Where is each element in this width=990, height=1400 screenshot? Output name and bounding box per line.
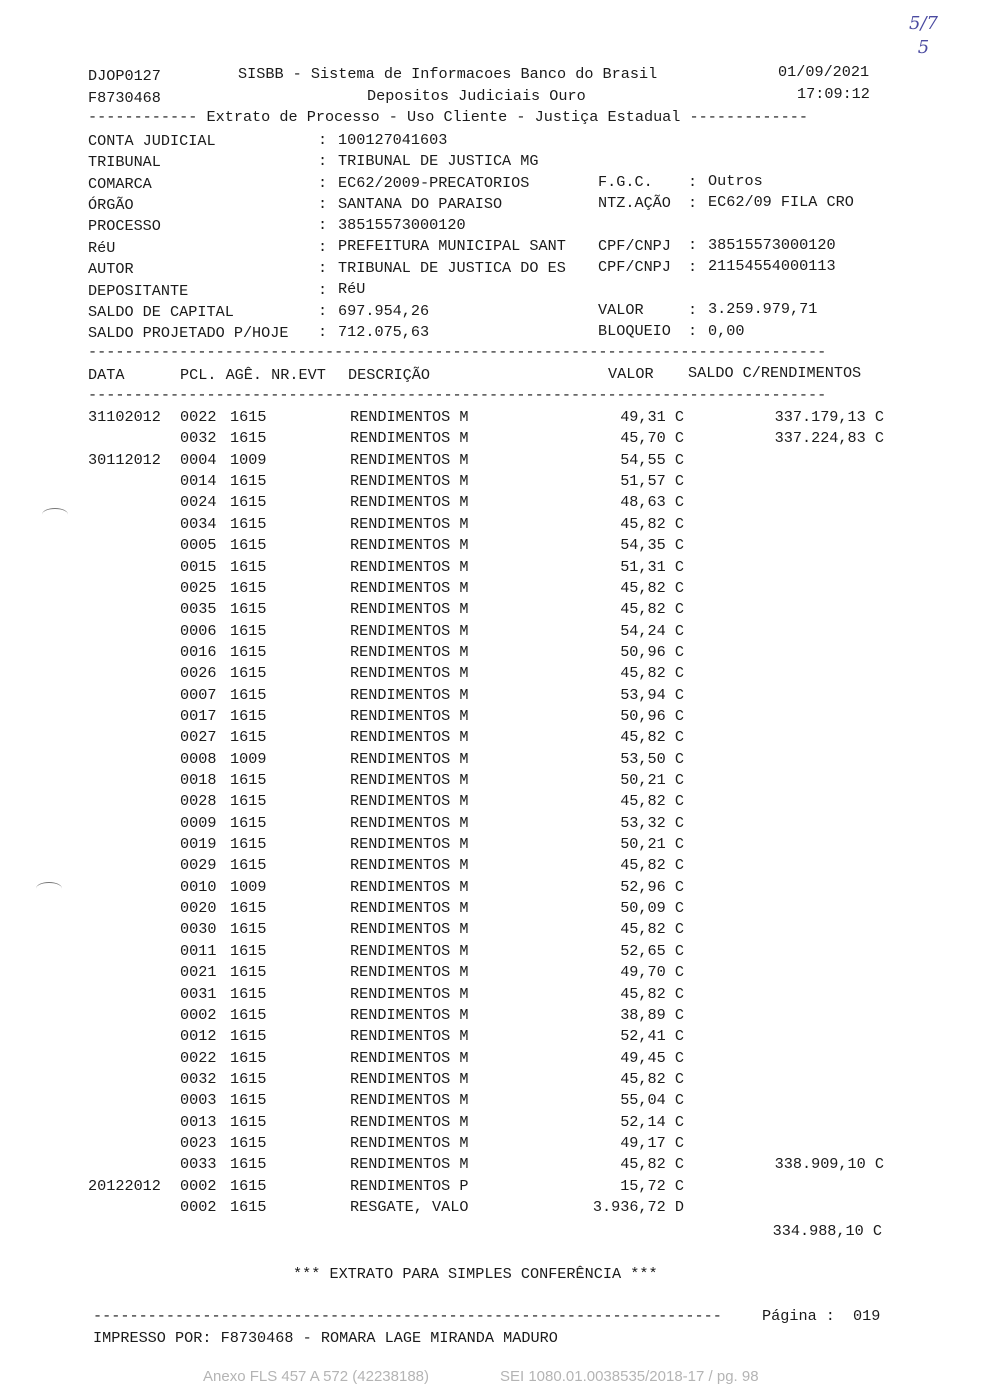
bloqueio-value: 0,00 [708, 322, 745, 340]
row-date: 31102012 [88, 408, 161, 426]
row-agency: 1615 [230, 536, 267, 555]
row-value: 50,21 C [620, 771, 684, 789]
autor-cnpj-label: CPF/CNPJ [598, 258, 671, 276]
report-subtitle: Depositos Judiciais Ouro [367, 87, 586, 105]
row-agency: 1615 [230, 429, 267, 448]
row-value: 54,24 C [620, 621, 684, 640]
row-value: 50,96 C [620, 642, 684, 661]
row-description: RENDIMENTOS M [350, 792, 469, 811]
row-agency: 1615 [230, 856, 267, 875]
row-description: RENDIMENTOS M [350, 408, 469, 426]
row-pcl: 0007 [180, 685, 217, 704]
report-code: DJOP0127 [88, 67, 161, 85]
row-value: 45,82 C [620, 1155, 684, 1174]
saldo-projetado-value: 712.075,63 [338, 323, 430, 341]
row-agency: 1009 [230, 450, 267, 469]
row-value: 45,82 C [620, 728, 684, 747]
row-description: RENDIMENTOS M [350, 920, 469, 939]
row-agency: 1615 [230, 1069, 267, 1088]
orgao-label: ÓRGÃO [88, 196, 134, 214]
sei-reference: SEI 1080.01.0038535/2018-17 / pg. 98 [500, 1368, 759, 1385]
table-row [88, 707, 888, 728]
row-pcl: 0035 [180, 600, 217, 619]
separator-line: --------------------------------------------------------------------------------- [88, 386, 827, 404]
table-row [88, 835, 888, 856]
table-row [88, 451, 888, 472]
system-title: SISBB - Sistema de Informacoes Banco do Brasil [238, 65, 658, 83]
table-row [88, 1134, 888, 1155]
conta-label: CONTA JUDICIAL [88, 132, 216, 150]
row-agency: 1615 [230, 1112, 267, 1131]
row-pcl: 0002 [180, 1198, 217, 1216]
row-agency: 1615 [230, 514, 267, 533]
row-value: 49,31 C [620, 408, 684, 426]
row-balance: 338.909,10 C [774, 1155, 884, 1174]
footer-separator: --------------------------------------------------------------------- [93, 1307, 722, 1325]
fgc-value: Outros [708, 172, 763, 190]
row-pcl: 0027 [180, 728, 217, 747]
row-pcl: 0017 [180, 706, 217, 725]
row-description: RENDIMENTOS P [350, 1176, 469, 1195]
row-agency: 1615 [230, 493, 267, 512]
col-header-pcl: PCL. AGÊ. NR.EVT [180, 366, 326, 384]
table-row [88, 536, 888, 557]
row-pcl: 0012 [180, 1027, 217, 1046]
col-header-valor: VALOR [608, 365, 654, 383]
row-description: RENDIMENTOS M [350, 706, 469, 725]
table-row [88, 1006, 888, 1027]
bloqueio-label: BLOQUEIO [598, 322, 671, 340]
row-description: RENDIMENTOS M [350, 536, 469, 555]
row-description: RENDIMENTOS M [350, 856, 469, 875]
col-header-saldo: SALDO C/RENDIMENTOS [688, 364, 862, 382]
processo-value: 38515573000120 [338, 216, 466, 234]
row-description: RENDIMENTOS M [350, 685, 469, 704]
row-value: 54,55 C [620, 450, 684, 469]
row-value: 49,17 C [620, 1133, 684, 1152]
report-time: 17:09:12 [797, 85, 870, 103]
row-description: RENDIMENTOS M [350, 493, 469, 512]
row-agency: 1009 [230, 877, 267, 896]
separator-line: --------------------------------------------------------------------------------- [88, 343, 827, 361]
row-balance: 337.224,83 C [774, 429, 884, 448]
conta-value: 100127041603 [338, 131, 448, 149]
row-value: 49,45 C [620, 1048, 684, 1067]
row-value: 51,57 C [620, 472, 684, 491]
row-description: RENDIMENTOS M [350, 1133, 469, 1152]
row-value: 48,63 C [620, 493, 684, 512]
depositante-label: DEPOSITANTE [88, 282, 189, 300]
row-description: RENDIMENTOS M [350, 664, 469, 683]
row-description: RENDIMENTOS M [350, 963, 469, 982]
tribunal-value: TRIBUNAL DE JUSTICA MG [338, 152, 539, 170]
row-pcl: 0003 [180, 1091, 217, 1110]
row-value: 54,35 C [620, 536, 684, 555]
row-value: 53,50 C [620, 749, 684, 768]
table-row [88, 1177, 888, 1198]
row-pcl: 0021 [180, 963, 217, 982]
row-description: RENDIMENTOS M [350, 813, 469, 832]
table-row [88, 899, 888, 920]
printed-by: IMPRESSO POR: F8730468 - ROMARA LAGE MIRANDA MADURO [93, 1329, 558, 1347]
row-pcl: 0002 [180, 1005, 217, 1024]
row-description: RENDIMENTOS M [350, 771, 469, 789]
row-pcl: 0011 [180, 941, 217, 960]
table-row [88, 1113, 888, 1134]
row-value: 45,82 C [620, 664, 684, 683]
table-row [88, 942, 888, 963]
table-row [88, 1027, 888, 1048]
row-agency: 1615 [230, 408, 267, 426]
row-pcl: 0032 [180, 1069, 217, 1088]
row-agency: 1615 [230, 920, 267, 939]
row-value: 45,82 C [620, 792, 684, 811]
annex-reference: Anexo FLS 457 A 572 (42238188) [203, 1368, 430, 1385]
ntz-label: NTZ.AÇÃO [598, 194, 671, 212]
row-pcl: 0034 [180, 514, 217, 533]
row-agency: 1615 [230, 835, 267, 853]
row-agency: 1615 [230, 899, 267, 917]
table-row [88, 664, 888, 685]
table-row [88, 1155, 888, 1176]
row-pcl: 0010 [180, 877, 217, 896]
row-pcl: 0002 [180, 1176, 217, 1195]
table-row [88, 750, 888, 771]
row-agency: 1615 [230, 1176, 267, 1195]
row-pcl: 0004 [180, 450, 217, 469]
reu-label: RéU [88, 239, 116, 257]
table-row [88, 643, 888, 664]
table-row [88, 920, 888, 941]
row-value: 45,70 C [620, 429, 684, 448]
row-date: 30112012 [88, 450, 161, 469]
row-pcl: 0019 [180, 835, 217, 853]
row-agency: 1615 [230, 578, 267, 597]
row-description: RENDIMENTOS M [350, 472, 469, 491]
table-row [88, 1091, 888, 1112]
table-row [88, 515, 888, 536]
row-pcl: 0008 [180, 749, 217, 768]
row-agency: 1009 [230, 749, 267, 768]
scan-mark [36, 882, 62, 895]
row-description: RENDIMENTOS M [350, 1069, 469, 1088]
table-row [88, 1070, 888, 1091]
row-agency: 1615 [230, 1133, 267, 1152]
table-row [88, 472, 888, 493]
conference-notice: *** EXTRATO PARA SIMPLES CONFERÊNCIA *** [293, 1265, 658, 1283]
row-pcl: 0006 [180, 621, 217, 640]
table-row [88, 963, 888, 984]
row-description: RENDIMENTOS M [350, 621, 469, 640]
col-header-desc: DESCRIÇÃO [348, 366, 431, 384]
row-agency: 1615 [230, 642, 267, 661]
row-agency: 1615 [230, 1155, 267, 1174]
user-code: F8730468 [88, 89, 161, 107]
row-agency: 1615 [230, 963, 267, 982]
row-pcl: 0030 [180, 920, 217, 939]
row-agency: 1615 [230, 557, 267, 576]
row-description: RENDIMENTOS M [350, 749, 469, 768]
table-row [88, 792, 888, 813]
reu-value: PREFEITURA MUNICIPAL SANT [338, 237, 566, 255]
autor-cnpj-value: 21154554000113 [708, 257, 836, 275]
row-description: RENDIMENTOS M [350, 941, 469, 960]
row-pcl: 0018 [180, 771, 217, 789]
row-description: RENDIMENTOS M [350, 600, 469, 619]
table-row [88, 771, 888, 792]
table-row [88, 856, 888, 877]
row-value: 49,70 C [620, 963, 684, 982]
row-value: 50,21 C [620, 835, 684, 853]
table-row [88, 408, 888, 429]
row-value: 45,82 C [620, 600, 684, 619]
table-row [88, 878, 888, 899]
row-agency: 1615 [230, 1005, 267, 1024]
ntz-value: EC62/09 FILA CRO [708, 193, 854, 211]
row-description: RENDIMENTOS M [350, 728, 469, 747]
row-pcl: 0031 [180, 984, 217, 1003]
autor-value: TRIBUNAL DE JUSTICA DO ES [338, 259, 566, 277]
row-value: 45,82 C [620, 856, 684, 875]
orgao-value: SANTANA DO PARAISO [338, 195, 503, 213]
row-description: RENDIMENTOS M [350, 1048, 469, 1067]
row-pcl: 0022 [180, 408, 217, 426]
row-description: RENDIMENTOS M [350, 514, 469, 533]
row-pcl: 0024 [180, 493, 217, 512]
table-row [88, 985, 888, 1006]
row-description: RENDIMENTOS M [350, 899, 469, 917]
row-agency: 1615 [230, 1048, 267, 1067]
reu-cnpj-value: 38515573000120 [708, 236, 836, 254]
row-pcl: 0005 [180, 536, 217, 555]
row-value: 52,14 C [620, 1112, 684, 1131]
row-description: RENDIMENTOS M [350, 578, 469, 597]
page-label: Página : [762, 1307, 835, 1325]
row-pcl: 0009 [180, 813, 217, 832]
table-row [88, 1198, 888, 1219]
row-agency: 1615 [230, 664, 267, 683]
processo-label: PROCESSO [88, 217, 161, 235]
row-value: 52,41 C [620, 1027, 684, 1046]
row-pcl: 0013 [180, 1112, 217, 1131]
handwritten-line-2: 5 [917, 37, 930, 58]
row-pcl: 0032 [180, 429, 217, 448]
comarca-value: EC62/2009-PRECATORIOS [338, 174, 530, 192]
row-pcl: 0015 [180, 557, 217, 576]
row-description: RENDIMENTOS M [350, 1112, 469, 1131]
row-value: 50,09 C [620, 899, 684, 917]
row-description: RENDIMENTOS M [350, 877, 469, 896]
row-value: 55,04 C [620, 1091, 684, 1110]
row-description: RENDIMENTOS M [350, 557, 469, 576]
row-agency: 1615 [230, 771, 267, 789]
row-agency: 1615 [230, 813, 267, 832]
row-agency: 1615 [230, 984, 267, 1003]
row-pcl: 0023 [180, 1133, 217, 1152]
report-date: 01/09/2021 [778, 63, 870, 81]
row-agency: 1615 [230, 728, 267, 747]
row-value: 53,32 C [620, 813, 684, 832]
row-value: 52,96 C [620, 877, 684, 896]
table-row [88, 686, 888, 707]
row-pcl: 0022 [180, 1048, 217, 1067]
row-agency: 1615 [230, 472, 267, 491]
table-row [88, 728, 888, 749]
row-pcl: 0025 [180, 578, 217, 597]
valor-value: 3.259.979,71 [708, 300, 818, 318]
row-description: RENDIMENTOS M [350, 642, 469, 661]
row-value: 45,82 C [620, 984, 684, 1003]
row-agency: 1615 [230, 621, 267, 640]
row-value: 45,82 C [620, 1069, 684, 1088]
row-value: 51,31 C [620, 557, 684, 576]
depositante-value: RéU [338, 280, 366, 298]
col-header-date: DATA [88, 366, 125, 384]
row-value: 3.936,72 D [592, 1198, 684, 1216]
row-pcl: 0020 [180, 899, 217, 917]
row-description: RENDIMENTOS M [350, 1091, 469, 1110]
table-row [88, 558, 888, 579]
row-agency: 1615 [230, 941, 267, 960]
page-number: 019 [853, 1307, 881, 1325]
row-description: RENDIMENTOS M [350, 1027, 469, 1046]
row-value: 15,72 C [620, 1176, 684, 1195]
extract-title: ------------ Extrato de Processo - Uso Cliente - Justiça Estadual ------------- [88, 108, 809, 126]
row-value: 50,96 C [620, 706, 684, 725]
row-value: 45,82 C [620, 578, 684, 597]
handwritten-annotation [909, 12, 938, 60]
row-pcl: 0014 [180, 472, 217, 491]
row-pcl: 0033 [180, 1155, 217, 1174]
final-saldo: 334.988,10 C [772, 1222, 882, 1240]
row-balance: 337.179,13 C [774, 408, 884, 426]
saldo-capital-value: 697.954,26 [338, 302, 430, 320]
row-agency: 1615 [230, 600, 267, 619]
row-value: 38,89 C [620, 1005, 684, 1024]
handwritten-line-1: 5/7 [909, 13, 938, 34]
comarca-label: COMARCA [88, 175, 152, 193]
row-value: 53,94 C [620, 685, 684, 704]
row-agency: 1615 [230, 685, 267, 704]
row-description: RENDIMENTOS M [350, 450, 469, 469]
valor-label: VALOR [598, 301, 644, 319]
row-pcl: 0016 [180, 642, 217, 661]
table-row [88, 814, 888, 835]
row-agency: 1615 [230, 1027, 267, 1046]
saldo-projetado-label: SALDO PROJETADO P/HOJE [88, 324, 289, 342]
row-value: 52,65 C [620, 941, 684, 960]
row-description: RENDIMENTOS M [350, 835, 469, 853]
row-description: RESGATE, VALO [350, 1198, 469, 1216]
row-description: RENDIMENTOS M [350, 1005, 469, 1024]
table-row [88, 600, 888, 621]
scan-mark [42, 508, 68, 521]
tribunal-label: TRIBUNAL [88, 153, 161, 171]
row-agency: 1615 [230, 792, 267, 811]
saldo-capital-label: SALDO DE CAPITAL [88, 303, 234, 321]
row-agency: 1615 [230, 1198, 267, 1216]
table-row [88, 493, 888, 514]
reu-cnpj-label: CPF/CNPJ [598, 237, 671, 255]
table-row [88, 429, 888, 450]
row-pcl: 0029 [180, 856, 217, 875]
row-pcl: 0026 [180, 664, 217, 683]
row-agency: 1615 [230, 706, 267, 725]
fgc-label: F.G.C. [598, 173, 653, 191]
table-row [88, 622, 888, 643]
autor-label: AUTOR [88, 260, 134, 278]
row-description: RENDIMENTOS M [350, 984, 469, 1003]
row-agency: 1615 [230, 1091, 267, 1110]
row-description: RENDIMENTOS M [350, 1155, 469, 1174]
row-value: 45,82 C [620, 920, 684, 939]
row-pcl: 0028 [180, 792, 217, 811]
row-description: RENDIMENTOS M [350, 429, 469, 448]
table-row [88, 1049, 888, 1070]
table-row [88, 579, 888, 600]
row-date: 20122012 [88, 1176, 161, 1195]
row-value: 45,82 C [620, 514, 684, 533]
